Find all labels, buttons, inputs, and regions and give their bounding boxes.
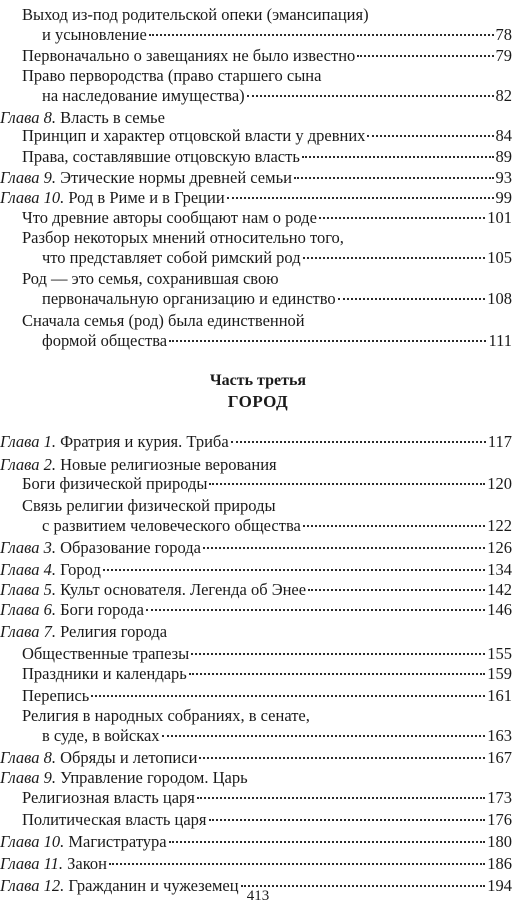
toc-entry-title xyxy=(22,228,344,247)
dot-leader xyxy=(197,796,485,799)
dot-leader xyxy=(146,608,485,611)
page-number: 186 xyxy=(487,854,512,873)
chapter-label: Глава 3. xyxy=(0,538,56,557)
entry-text: Управление городом. Царь xyxy=(60,768,248,787)
toc-entry xyxy=(0,84,516,108)
toc-entry-title xyxy=(22,662,187,686)
dot-leader xyxy=(302,155,494,158)
entry-text: Культ основателя. Легенда об Энее xyxy=(60,580,307,599)
entry-text: Род — это семья, сохранившая свою xyxy=(22,269,279,288)
dot-leader xyxy=(169,339,486,342)
toc-entry xyxy=(0,786,516,810)
page-footer-number: 413 xyxy=(246,888,270,904)
entry-text: Принцип и характер отцовской власти у древних xyxy=(22,126,366,145)
dot-leader xyxy=(209,482,485,485)
toc-entry-title xyxy=(22,706,310,725)
toc-entry-title xyxy=(22,786,195,810)
page-number: 122 xyxy=(487,516,512,535)
toc-entry xyxy=(0,430,516,454)
page-number: 163 xyxy=(487,726,512,745)
toc-entry-title xyxy=(0,830,167,854)
dot-leader xyxy=(91,694,485,697)
page-number: 111 xyxy=(488,331,512,350)
dot-leader xyxy=(338,297,486,300)
entry-text: Религия в народных собраниях, в сенате, xyxy=(22,706,310,725)
dot-leader xyxy=(247,94,494,97)
entry-text: Право первородства (право старшего сына xyxy=(22,66,322,85)
dot-leader xyxy=(241,884,486,887)
dot-leader xyxy=(169,840,486,843)
page-number: 161 xyxy=(487,686,512,705)
entry-text: Религиозная власть царя xyxy=(22,788,195,807)
page-number: 105 xyxy=(487,248,512,267)
entry-text: Город xyxy=(60,560,101,579)
page-number: 78 xyxy=(495,25,512,44)
dot-leader xyxy=(189,672,485,675)
page-number: 84 xyxy=(495,126,512,145)
entry-text: Боги города xyxy=(60,600,144,619)
entry-text: Боги физической природы xyxy=(22,474,208,493)
page-number: 93 xyxy=(495,168,512,187)
toc-entry-title xyxy=(42,84,245,108)
entry-text: Права, составлявшие отцовскую власть xyxy=(22,147,300,166)
chapter-label: Глава 9. xyxy=(0,168,56,187)
page-number: 142 xyxy=(487,580,512,599)
dot-leader xyxy=(191,652,485,655)
chapter-label: Глава 8. xyxy=(0,108,56,127)
page-number: 99 xyxy=(495,188,512,207)
toc-entry xyxy=(0,662,516,686)
entry-text: Гражданин и чужеземец xyxy=(68,876,239,895)
page-number: 167 xyxy=(487,748,512,767)
toc-entry-title xyxy=(22,808,207,832)
page-number: 126 xyxy=(487,538,512,557)
toc-entry xyxy=(0,329,516,353)
chapter-label: Глава 12. xyxy=(0,876,65,895)
dot-leader xyxy=(357,54,493,57)
entry-text: Общественные трапезы xyxy=(22,644,190,663)
page-number: 120 xyxy=(487,474,512,493)
toc-entry-title xyxy=(42,287,336,311)
chapter-label: Глава 8. xyxy=(0,748,56,767)
entry-text: в суде, в войсках xyxy=(42,726,160,745)
entry-text: на наследование имущества) xyxy=(42,86,245,105)
toc-entry xyxy=(0,514,516,538)
toc-entry-title xyxy=(22,496,276,515)
toc-entry-title xyxy=(0,852,107,876)
entry-text: Этические нормы древней семьи xyxy=(60,168,292,187)
chapter-label: Глава 2. xyxy=(0,455,56,474)
dot-leader xyxy=(231,440,486,443)
page-number: 180 xyxy=(487,832,512,851)
toc-entry-title xyxy=(22,269,279,288)
entry-text: Магистратура xyxy=(68,832,167,851)
chapter-label: Глава 10. xyxy=(0,188,65,207)
toc-entry xyxy=(0,808,516,832)
entry-text: Перепись xyxy=(22,686,90,705)
toc-entry-title xyxy=(22,66,321,85)
page-number: 155 xyxy=(487,644,512,663)
entry-text: с развитием человеческого общества xyxy=(42,516,301,535)
entry-text: Образование города xyxy=(60,538,202,557)
entry-text: Разбор некоторых мнений относительно того, xyxy=(22,228,344,247)
dot-leader xyxy=(203,546,485,549)
dot-leader xyxy=(319,216,485,219)
entry-text: Политическая власть царя xyxy=(22,810,207,829)
entry-text: Первоначально о завещаниях не было известно xyxy=(22,46,356,65)
chapter-label: Глава 10. xyxy=(0,832,65,851)
chapter-label: Глава 6. xyxy=(0,600,56,619)
toc-entry-title xyxy=(0,622,167,641)
toc-entry-title xyxy=(0,768,248,787)
entry-text: Новые религиозные верования xyxy=(60,455,277,474)
entry-text: Выход из-под родительской опеки (эмансипация) xyxy=(22,5,369,24)
toc-entry xyxy=(0,287,516,311)
toc-entry xyxy=(0,536,516,560)
part-subtitle: ГОРОД xyxy=(227,392,289,411)
chapter-label: Глава 9. xyxy=(0,768,56,787)
entry-text: Праздники и календарь xyxy=(22,664,187,683)
dot-leader xyxy=(303,256,486,259)
page-number: 176 xyxy=(487,810,512,829)
dot-leader xyxy=(209,818,486,821)
toc-entry-title xyxy=(0,598,144,622)
dot-leader xyxy=(294,176,494,179)
entry-text: Обряды и летописи xyxy=(60,748,198,767)
chapter-label: Глава 1. xyxy=(0,432,56,451)
toc-entry-title xyxy=(22,5,369,24)
toc-entry-title xyxy=(0,430,229,454)
entry-text: Религия города xyxy=(60,622,168,641)
chapter-label: Глава 5. xyxy=(0,580,56,599)
dot-leader xyxy=(109,862,485,865)
entry-text: формой общества xyxy=(42,331,168,350)
dot-leader xyxy=(303,524,485,527)
page-number: 159 xyxy=(487,664,512,683)
toc-entry-title xyxy=(42,329,167,353)
dot-leader xyxy=(199,756,485,759)
entry-text: Что древние авторы сообщают нам о роде xyxy=(22,208,317,227)
page-number: 146 xyxy=(487,600,512,619)
toc-entry-title xyxy=(22,472,207,496)
page-number: 134 xyxy=(487,560,512,579)
toc-entry xyxy=(0,852,516,876)
toc-entry-title xyxy=(22,311,305,330)
entry-text: и усыновление xyxy=(42,25,147,44)
page-number: 194 xyxy=(487,876,512,895)
page-number: 101 xyxy=(487,208,512,227)
page-number: 108 xyxy=(487,289,512,308)
page-number: 79 xyxy=(495,46,512,65)
toc-entry-title xyxy=(42,514,301,538)
page-number: 82 xyxy=(495,86,512,105)
entry-text: Род в Риме и в Греции xyxy=(68,188,225,207)
entry-text: первоначальную организацию и единство xyxy=(42,289,336,308)
dot-leader xyxy=(103,568,485,571)
dot-leader xyxy=(149,33,494,36)
toc-entry xyxy=(0,598,516,622)
entry-text: что представляет собой римский род xyxy=(42,248,301,267)
chapter-label: Глава 11. xyxy=(0,854,63,873)
entry-text: Фратрия и курия. Триба xyxy=(60,432,229,451)
dot-leader xyxy=(308,588,485,591)
toc-entry-title xyxy=(0,536,201,560)
page-number: 173 xyxy=(487,788,512,807)
chapter-label: Глава 7. xyxy=(0,622,56,641)
entry-text: Сначала семья (род) была единственной xyxy=(22,311,305,330)
toc-entry-title xyxy=(42,724,160,748)
page-number: 117 xyxy=(487,432,512,451)
dot-leader xyxy=(162,734,486,737)
page-number: 89 xyxy=(495,147,512,166)
entry-text: Закон xyxy=(67,854,107,873)
toc-entry xyxy=(0,830,516,854)
dot-leader xyxy=(227,196,494,199)
entry-text: Власть в семье xyxy=(60,108,165,127)
chapter-label: Глава 4. xyxy=(0,560,56,579)
toc-entry xyxy=(0,472,516,496)
entry-text: Связь религии физической природы xyxy=(22,496,276,515)
toc-entry xyxy=(0,620,516,644)
toc-entry xyxy=(0,724,516,748)
dot-leader xyxy=(367,134,493,137)
part-title: Часть третья xyxy=(209,372,307,389)
